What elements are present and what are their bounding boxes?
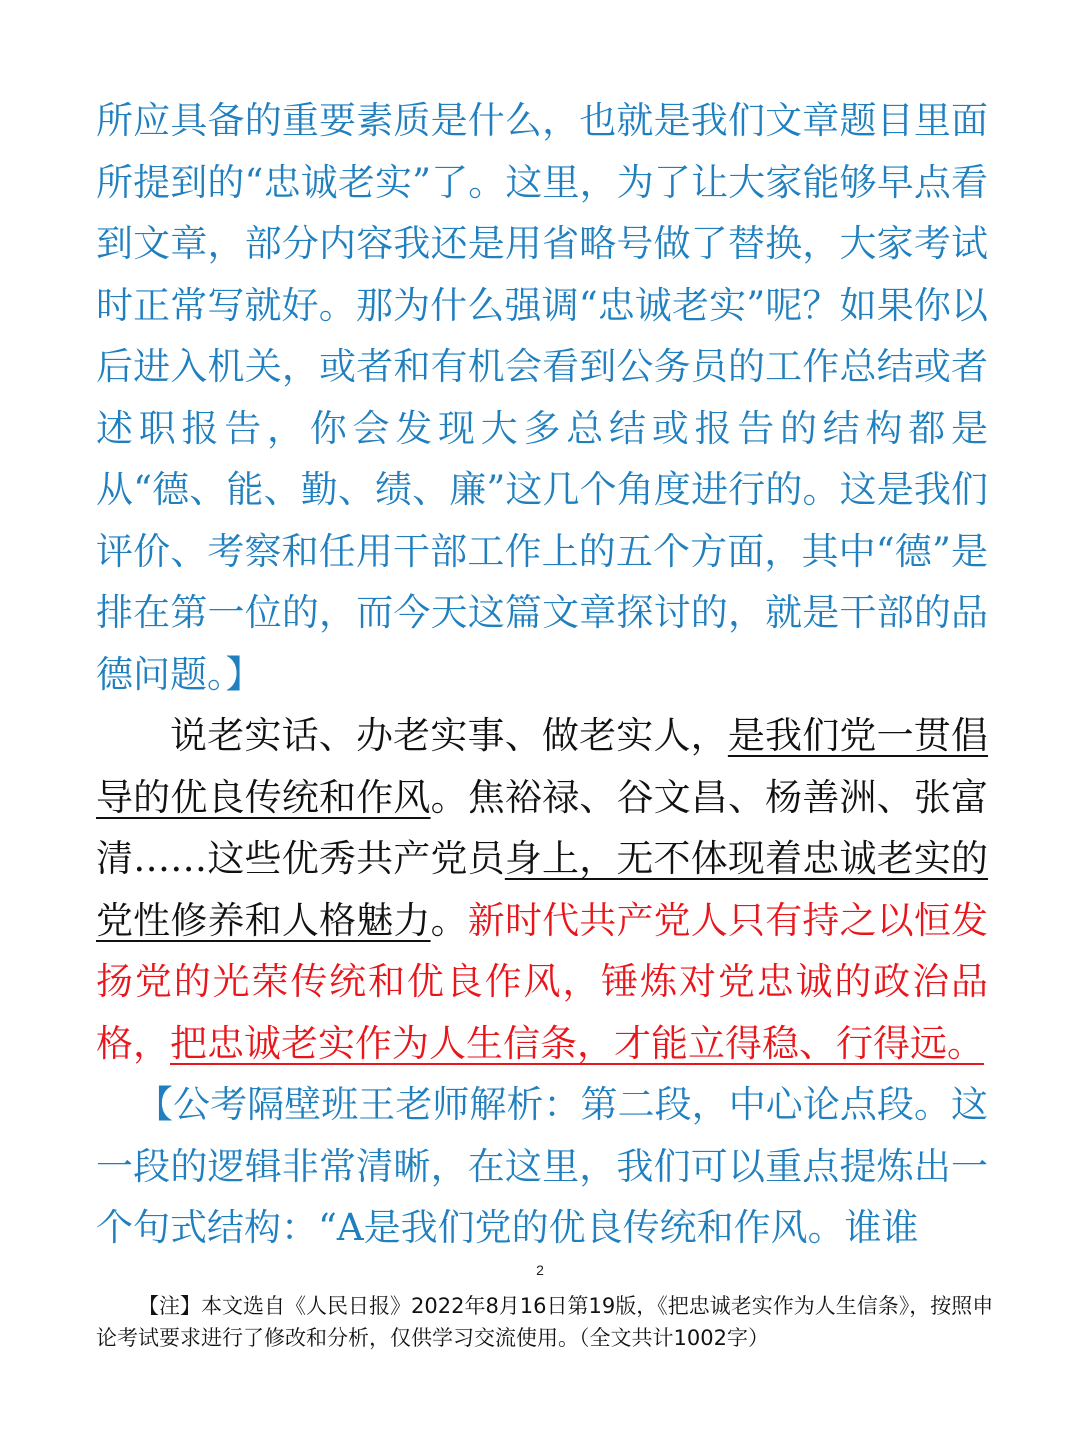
underlined-phrase-tradition: 是我们党一贯倡导的优良传统和作风 [96,714,989,819]
analysis-paragraph-1: 所应具备的重要素质是什么，也就是我们文章题目里面所提到的“忠诚老实”了。这里，为了让大家能够早点看到文章，部分内容我还是用省略号做了替换，大家考试时正常写就好。那为什么强调“忠诚老实”呢？如果你以后进入机关，或者和有机会看到公务员的工作总结或者述职报告，你会发现大多总结或报告的结构都是从“德、能、勤、绩、廉”这几个角度进行的。这是我们评价、考察和任用干部工作上的五个方面，其中“德”是排在第一位的，而今天这篇文章探讨的，就是干部的品德问题。】 [96,99,988,696]
paragraph2-segment-3: 。焦裕禄、谷文昌、杨善洲、张富清……这些优秀共产党员 [96,775,989,880]
analysis-paragraph-3: 【公考隔壁班王老师解析：第二段，中心论点段。这一段的逻辑非常清晰，在这里，我们可以重点提炼出一个句式结构：“A是我们党的优良传统和作风。谁谁 [96,1083,988,1249]
red-key-sentence: 新时代共产党人只有持之以恒发扬党的光荣传统和优良作风，锤炼对党忠诚的政治品格， [96,898,989,1065]
page-number: 2 [536,1262,544,1278]
paragraph2-segment-5: 。 [430,898,468,942]
paragraph2-segment-1: 说老实话、办老实事、做老实人， [170,714,728,757]
underlined-phrase-character: 身上，无不体现着忠诚老实的党性修养和人格魅力 [96,837,989,942]
red-underlined-thesis: 把忠诚老实作为人生信条，才能立得稳、行得远。 [170,1021,984,1065]
article-paragraph-2 [96,705,988,1074]
document-body [96,90,988,1259]
footer-note: 【注】本文选自《人民日报》2022年8月16日第19版，《把忠诚老实作为人生信条》，按照申论考试要求进行了修改和分析，仅供学习交流使用。（全文共计1002字） [96,1294,994,1350]
